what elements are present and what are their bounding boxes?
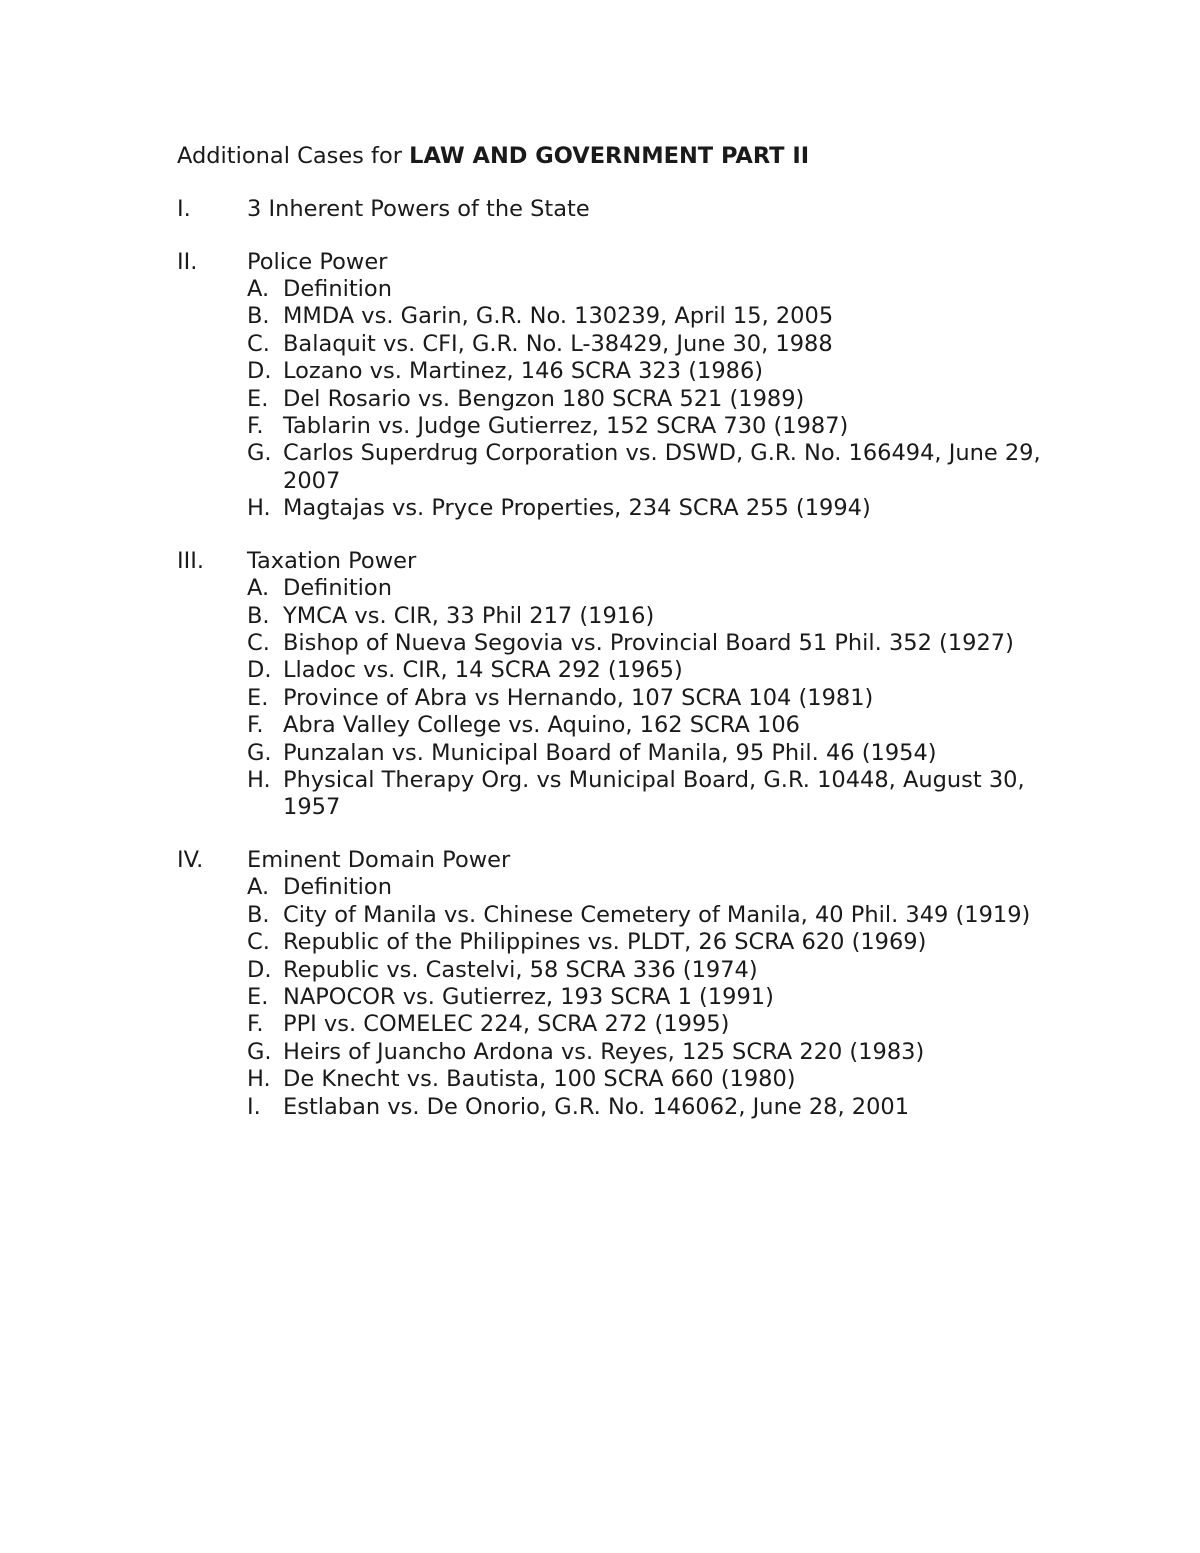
item-letter: H. bbox=[247, 1066, 271, 1093]
list-item bbox=[247, 957, 1077, 984]
list-item bbox=[247, 929, 1077, 956]
item-letter: F. bbox=[247, 413, 264, 440]
list-item bbox=[247, 276, 1077, 303]
item-letter: E. bbox=[247, 983, 269, 1010]
case-list bbox=[247, 276, 1077, 523]
case-list bbox=[247, 575, 1077, 822]
item-text: Province of Abra vs Hernando, 107 SCRA 104 (1981) bbox=[283, 684, 874, 711]
list-item bbox=[247, 984, 1077, 1011]
list-item bbox=[247, 575, 1077, 602]
list-item bbox=[247, 1066, 1077, 1093]
section-heading-text: Police Power bbox=[247, 248, 388, 275]
item-text: Carlos Superdrug Corporation vs. DSWD, G.R. No. 166494, June 29, 2007 bbox=[283, 440, 1041, 494]
section-heading-text: Taxation Power bbox=[247, 547, 417, 574]
item-letter: A. bbox=[247, 874, 270, 901]
list-item bbox=[247, 440, 1077, 495]
item-letter: G. bbox=[247, 1038, 272, 1065]
list-item bbox=[247, 413, 1077, 440]
item-letter: B. bbox=[247, 602, 270, 629]
outline-section bbox=[177, 196, 1077, 224]
item-letter: A. bbox=[247, 276, 270, 302]
outline-section bbox=[177, 548, 1077, 822]
list-item bbox=[247, 630, 1077, 657]
item-letter: H. bbox=[247, 495, 271, 522]
list-item bbox=[247, 358, 1077, 385]
item-letter: D. bbox=[247, 956, 272, 983]
list-item bbox=[247, 685, 1077, 712]
list-item bbox=[247, 303, 1077, 330]
item-text: Physical Therapy Org. vs Municipal Board, G.R. 10448, August 30, 1957 bbox=[283, 767, 1025, 821]
list-item bbox=[247, 902, 1077, 929]
item-letter: G. bbox=[247, 440, 272, 467]
item-text: Tablarin vs. Judge Gutierrez, 152 SCRA 730 (1987) bbox=[283, 413, 849, 440]
item-text: Lladoc vs. CIR, 14 SCRA 292 (1965) bbox=[283, 657, 683, 684]
list-item bbox=[247, 603, 1077, 630]
item-text: Estlaban vs. De Onorio, G.R. No. 146062, June 28, 2001 bbox=[283, 1093, 910, 1120]
document-title bbox=[177, 141, 1077, 171]
item-text: Definition bbox=[283, 575, 392, 602]
item-text: YMCA vs. CIR, 33 Phil 217 (1916) bbox=[283, 602, 655, 629]
item-letter: C. bbox=[247, 929, 270, 956]
list-item bbox=[247, 1011, 1077, 1038]
list-item bbox=[247, 331, 1077, 358]
item-letter: D. bbox=[247, 657, 272, 684]
section-heading bbox=[177, 249, 1077, 277]
item-text: De Knecht vs. Bautista, 100 SCRA 660 (1980) bbox=[283, 1066, 796, 1093]
item-letter: B. bbox=[247, 303, 270, 330]
list-item bbox=[247, 1039, 1077, 1066]
item-text: Magtajas vs. Pryce Properties, 234 SCRA 255 (1994) bbox=[283, 495, 871, 522]
section-numeral: IV. bbox=[177, 846, 204, 873]
item-letter: C. bbox=[247, 629, 270, 656]
item-text: Balaquit vs. CFI, G.R. No. L-38429, June 30, 1988 bbox=[283, 330, 833, 357]
item-letter: F. bbox=[247, 1011, 264, 1038]
item-text: Republic vs. Castelvi, 58 SCRA 336 (1974) bbox=[283, 956, 758, 983]
item-letter: D. bbox=[247, 358, 272, 385]
section-heading bbox=[177, 847, 1077, 875]
list-item bbox=[247, 386, 1077, 413]
item-text: Definition bbox=[283, 276, 392, 302]
item-text: Lozano vs. Martinez, 146 SCRA 323 (1986) bbox=[283, 358, 764, 385]
item-letter: I. bbox=[247, 1093, 261, 1120]
section-heading-text: Eminent Domain Power bbox=[247, 846, 511, 873]
list-item bbox=[247, 1094, 1077, 1121]
list-item bbox=[247, 767, 1077, 822]
item-text: MMDA vs. Garin, G.R. No. 130239, April 15, 2005 bbox=[283, 303, 834, 330]
item-letter: C. bbox=[247, 330, 270, 357]
list-item bbox=[247, 874, 1077, 901]
list-item bbox=[247, 657, 1077, 684]
item-text: Definition bbox=[283, 874, 392, 901]
item-letter: B. bbox=[247, 901, 270, 928]
section-numeral: II. bbox=[177, 248, 198, 275]
item-letter: E. bbox=[247, 684, 269, 711]
section-heading bbox=[177, 196, 1077, 224]
section-heading bbox=[177, 548, 1077, 576]
item-letter: H. bbox=[247, 767, 271, 793]
section-numeral: I. bbox=[177, 196, 191, 222]
document-page bbox=[177, 141, 1077, 1121]
title-bold: LAW AND GOVERNMENT PART II bbox=[409, 143, 810, 169]
item-letter: E. bbox=[247, 385, 269, 412]
list-item bbox=[247, 712, 1077, 739]
item-text: NAPOCOR vs. Gutierrez, 193 SCRA 1 (1991) bbox=[283, 983, 774, 1010]
item-text: Punzalan vs. Municipal Board of Manila, 95 Phil. 46 (1954) bbox=[283, 739, 937, 766]
item-text: Del Rosario vs. Bengzon 180 SCRA 521 (1989) bbox=[283, 385, 805, 412]
list-item bbox=[247, 495, 1077, 522]
item-text: Abra Valley College vs. Aquino, 162 SCRA 106 bbox=[283, 712, 800, 739]
item-text: Republic of the Philippines vs. PLDT, 26 SCRA 620 (1969) bbox=[283, 929, 927, 956]
item-text: PPI vs. COMELEC 224, SCRA 272 (1995) bbox=[283, 1011, 730, 1038]
item-text: Heirs of Juancho Ardona vs. Reyes, 125 SCRA 220 (1983) bbox=[283, 1038, 925, 1065]
outline-section bbox=[177, 249, 1077, 523]
case-list bbox=[247, 874, 1077, 1121]
item-text: Bishop of Nueva Segovia vs. Provincial Board 51 Phil. 352 (1927) bbox=[283, 629, 1014, 656]
title-prefix: Additional Cases for bbox=[177, 143, 410, 169]
item-text: City of Manila vs. Chinese Cemetery of Manila, 40 Phil. 349 (1919) bbox=[283, 901, 1031, 928]
item-letter: F. bbox=[247, 712, 264, 739]
outline-section bbox=[177, 847, 1077, 1121]
section-list bbox=[177, 196, 1077, 1121]
section-numeral: III. bbox=[177, 547, 205, 574]
list-item bbox=[247, 740, 1077, 767]
item-letter: G. bbox=[247, 739, 272, 766]
item-letter: A. bbox=[247, 575, 270, 602]
section-heading-text: 3 Inherent Powers of the State bbox=[247, 196, 590, 222]
